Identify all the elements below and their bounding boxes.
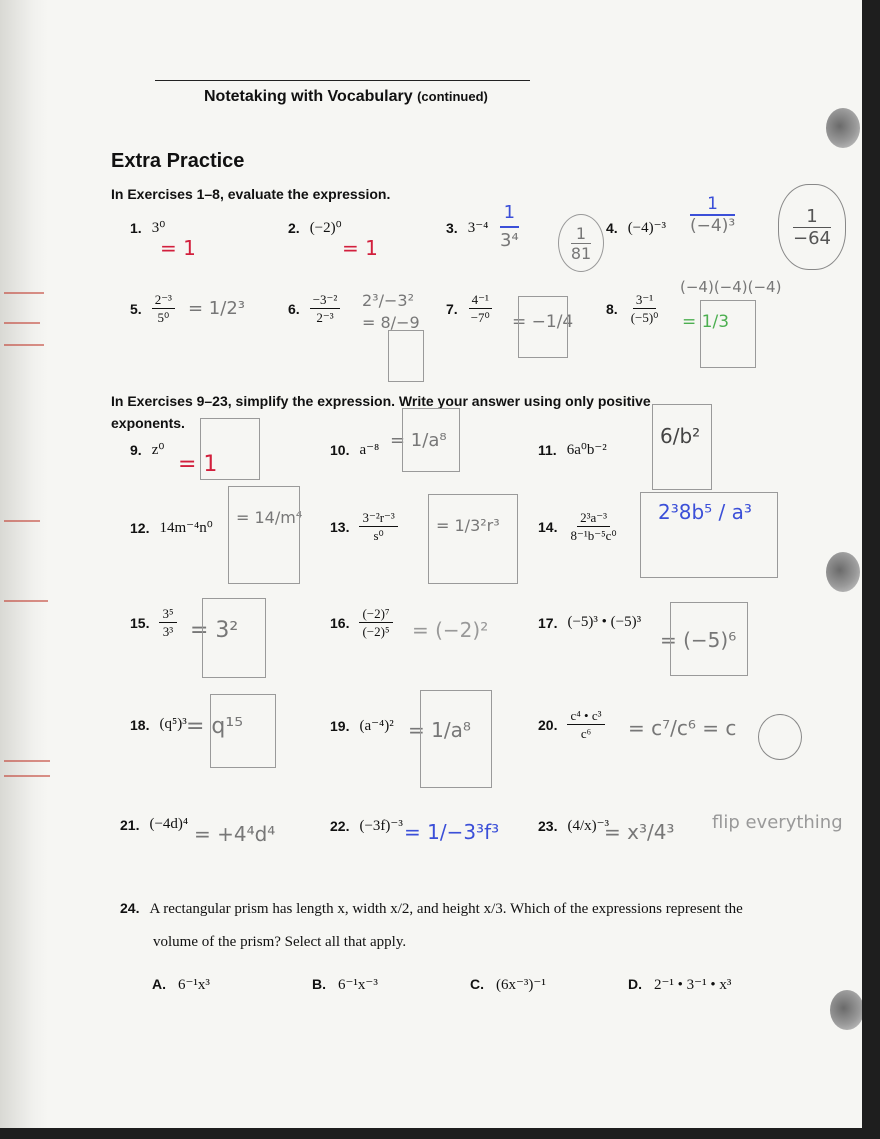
numerator: 3⁻¹ (633, 292, 656, 309)
exercise-7 (446, 292, 493, 325)
numerator: 3⁵ (159, 606, 176, 623)
edge-mark (4, 600, 48, 602)
exercise-4 (606, 218, 666, 237)
choice-c[interactable] (470, 975, 546, 994)
exercise-number: 10. (330, 441, 350, 458)
exercise-19 (330, 716, 394, 735)
exercise-number: 23. (538, 817, 558, 834)
handwritten-answer-3-final (558, 214, 604, 272)
exercise-20 (538, 708, 605, 741)
exercise-number: 13. (330, 518, 350, 535)
exercise-fraction (310, 292, 341, 325)
hw-numerator: 1 (806, 205, 818, 227)
handwritten-answer-23: = x³/4³ (604, 820, 675, 844)
hw-numerator: 1 (575, 223, 587, 243)
exercise-23 (538, 816, 609, 835)
handwritten-answer-17: = (−5)⁶ (660, 628, 737, 652)
edge-mark (4, 292, 44, 294)
exercise-5 (130, 292, 175, 325)
handwritten-answer-22: = 1/−3³f³ (404, 820, 500, 844)
handwritten-answer-12: = 14/m⁴ (236, 508, 303, 527)
answer-box-7 (518, 296, 568, 358)
answer-box-8 (700, 300, 756, 368)
exercise-number: 17. (538, 614, 558, 631)
exercise-13 (330, 510, 398, 543)
exercise-9 (130, 440, 164, 459)
exercise-fraction (359, 606, 392, 639)
answer-box-13 (428, 494, 518, 584)
header-rule (155, 80, 530, 81)
exercise-number: 4. (606, 219, 618, 236)
exercise-expression: (q⁵)³ (159, 716, 187, 732)
exercise-number: 8. (606, 300, 618, 317)
numerator: (−2)⁷ (359, 606, 392, 623)
handwritten-answer-19: = 1/a⁸ (408, 718, 471, 742)
answer-box-12 (228, 486, 303, 584)
handwritten-answer-15: = 3² (190, 618, 239, 643)
exercise-number: 22. (330, 817, 350, 834)
exercise-number: 9. (130, 441, 142, 458)
section-title: Extra Practice (111, 150, 245, 172)
page-title (204, 88, 488, 106)
answer-box-11 (652, 404, 712, 490)
handwritten-answer-4 (690, 194, 735, 236)
handwritten-answer-3 (500, 200, 519, 254)
exercise-17 (538, 614, 641, 631)
exercise-expression: (−5)³ • (−5)³ (567, 614, 642, 630)
exercise-number: 19. (330, 717, 350, 734)
denominator: −7⁰ (470, 310, 490, 325)
handwritten-answer-18: = q¹⁵ (186, 714, 244, 739)
edge-mark (4, 775, 50, 777)
exercise-22 (330, 816, 403, 835)
choice-a[interactable] (152, 975, 210, 994)
exercise-number: 18. (130, 716, 150, 733)
handwritten-answer-8: = 1/3 (682, 312, 730, 332)
exercise-number: 21. (120, 816, 140, 833)
exercise-fraction (628, 292, 662, 325)
answer-box-15 (202, 598, 266, 678)
exercise-expression: (a⁻⁴)² (359, 718, 394, 734)
handwritten-answer-1: = 1 (160, 236, 196, 260)
exercise-6 (288, 292, 340, 325)
exercise-number: 24. (120, 900, 140, 916)
handwritten-answer-21: = +4⁴d⁴ (194, 822, 276, 846)
handwritten-answer-4-final (778, 184, 846, 270)
exercise-number: 14. (538, 518, 558, 535)
exercise-1 (130, 218, 165, 237)
handwritten-answer-2: = 1 (342, 236, 378, 260)
exercise-expression: 6a⁰b⁻² (566, 442, 607, 458)
edge-mark (4, 322, 40, 324)
exercise-number: 7. (446, 300, 458, 317)
denominator: (−2)⁵ (362, 624, 390, 639)
exercise-number: 20. (538, 716, 558, 733)
exercise-2 (288, 218, 342, 237)
denominator: 8⁻¹b⁻⁵c⁰ (570, 528, 617, 543)
answer-box-14 (640, 492, 778, 578)
choice-b[interactable] (312, 975, 378, 994)
handwritten-answer-10: = 1/a⁸ (390, 430, 447, 451)
numerator: 3⁻²r⁻³ (359, 510, 397, 527)
denominator: 2⁻³ (316, 310, 334, 325)
exercise-number: 2. (288, 219, 300, 236)
answer-box-9 (200, 418, 260, 480)
handwritten-answer-16: = (−2)² (412, 618, 489, 642)
choice-expression: 6⁻¹x⁻³ (338, 977, 378, 993)
instruction-1-8: In Exercises 1–8, evaluate the expression. (111, 186, 391, 202)
answer-box-17 (670, 602, 748, 676)
handwritten-work-4: (−4)(−4)(−4) (680, 278, 782, 296)
numerator: 4⁻¹ (469, 292, 492, 309)
hw-numerator: 1 (707, 194, 718, 214)
numerator: −3⁻² (310, 292, 341, 309)
edge-mark (4, 760, 50, 762)
handwritten-answer-7: = −1/4 (512, 312, 574, 332)
answer-box-19 (420, 690, 492, 788)
choice-label: A. (152, 976, 166, 992)
exercise-fraction (468, 292, 493, 325)
exercise-fraction (567, 510, 619, 543)
exercise-fraction (567, 708, 604, 741)
exercise-expression: z⁰ (151, 442, 165, 458)
exercise-number: 15. (130, 614, 150, 631)
problem-24-line-2: volume of the prism? Select all that apply. (153, 934, 407, 950)
exercise-12 (130, 518, 213, 537)
choice-expression: 6⁻¹x³ (178, 977, 210, 993)
problem-text: A rectangular prism has length x, width x/2, and height x/3. Which of the expressions represent the (149, 901, 743, 917)
choice-label: D. (628, 976, 642, 992)
exercise-18 (130, 716, 187, 733)
title-text: Notetaking with Vocabulary (204, 88, 413, 105)
exercise-expression: (4/x)⁻³ (567, 818, 610, 834)
exercise-10 (330, 440, 379, 459)
exercise-number: 1. (130, 219, 142, 236)
exercise-expression: (−4d)⁴ (149, 816, 189, 832)
numerator: c⁴ • c³ (567, 708, 604, 725)
exercise-number: 6. (288, 300, 300, 317)
choice-label: C. (470, 976, 484, 992)
handwritten-answer-20: = c⁷/c⁶ = c (628, 716, 737, 740)
binder-hole (826, 552, 860, 592)
handwritten-answer-9: = 1 (178, 452, 218, 477)
hw-denominator: −64 (793, 227, 831, 249)
exercise-expression: (−4)⁻³ (627, 220, 667, 236)
handwritten-answer-5: = 1/2³ (188, 298, 245, 319)
numerator: 2³a⁻³ (577, 510, 610, 527)
exercise-21 (120, 816, 188, 833)
choice-label: B. (312, 976, 326, 992)
exercise-8 (606, 292, 661, 325)
edge-mark (4, 520, 40, 522)
exercise-3 (446, 218, 488, 237)
denominator: s⁰ (373, 528, 384, 543)
problem-24-line-1 (120, 900, 743, 918)
hw-denominator: 81 (570, 243, 592, 263)
title-subtitle: (continued) (417, 89, 488, 104)
exercise-expression: (−3f)⁻³ (359, 818, 403, 834)
answer-box-6 (388, 330, 424, 382)
exercise-number: 11. (538, 441, 557, 458)
denominator: 3³ (162, 624, 174, 639)
binder-hole (830, 990, 862, 1030)
exercise-expression: (−2)⁰ (309, 220, 342, 236)
binder-hole (826, 108, 860, 148)
exercise-11 (538, 440, 607, 459)
exercise-fraction (359, 510, 397, 543)
denominator: c⁶ (580, 726, 592, 741)
exercise-fraction (152, 292, 175, 325)
handwritten-note-23: flip everything (712, 812, 843, 833)
hw-denominator: 3⁴ (500, 226, 519, 254)
handwritten-answer-6: 2³/−3² = 8/−9 (362, 291, 420, 332)
exercise-expression: a⁻⁸ (359, 442, 380, 458)
edge-mark (4, 344, 44, 346)
exercise-number: 3. (446, 219, 458, 236)
choice-expression: 2⁻¹ • 3⁻¹ • x³ (654, 977, 732, 993)
answer-box-18 (210, 694, 276, 768)
exercise-number: 5. (130, 300, 142, 317)
exercise-expression: 3⁻⁴ (467, 220, 489, 236)
denominator: (−5)⁰ (630, 310, 659, 325)
handwritten-answer-11: 6/b² (660, 424, 701, 448)
exercise-14 (538, 510, 620, 543)
handwritten-answer-14: 2³8b⁵ / a³ (658, 500, 752, 524)
exercise-fraction (159, 606, 176, 639)
hw-denominator: (−4)³ (690, 216, 736, 236)
book-spine (0, 0, 48, 1128)
answer-circle-20 (758, 714, 802, 760)
numerator: 2⁻³ (152, 292, 175, 309)
exercise-15 (130, 606, 177, 639)
choice-expression: (6x⁻³)⁻¹ (496, 977, 546, 993)
hw-numerator: 1 (503, 202, 516, 223)
exercise-number: 12. (130, 519, 150, 536)
choice-d[interactable] (628, 975, 731, 994)
instruction-9-23: In Exercises 9–23, simplify the expression. Write your answer using only positive exponents. (111, 393, 651, 431)
handwritten-answer-13: = 1/3²r³ (436, 516, 500, 535)
exercise-expression: 3⁰ (151, 220, 166, 236)
exercise-expression: 14m⁻⁴n⁰ (159, 520, 213, 536)
exercise-number: 16. (330, 614, 350, 631)
exercise-16 (330, 606, 393, 639)
denominator: 5⁰ (157, 310, 170, 325)
answer-box-10 (402, 408, 460, 472)
